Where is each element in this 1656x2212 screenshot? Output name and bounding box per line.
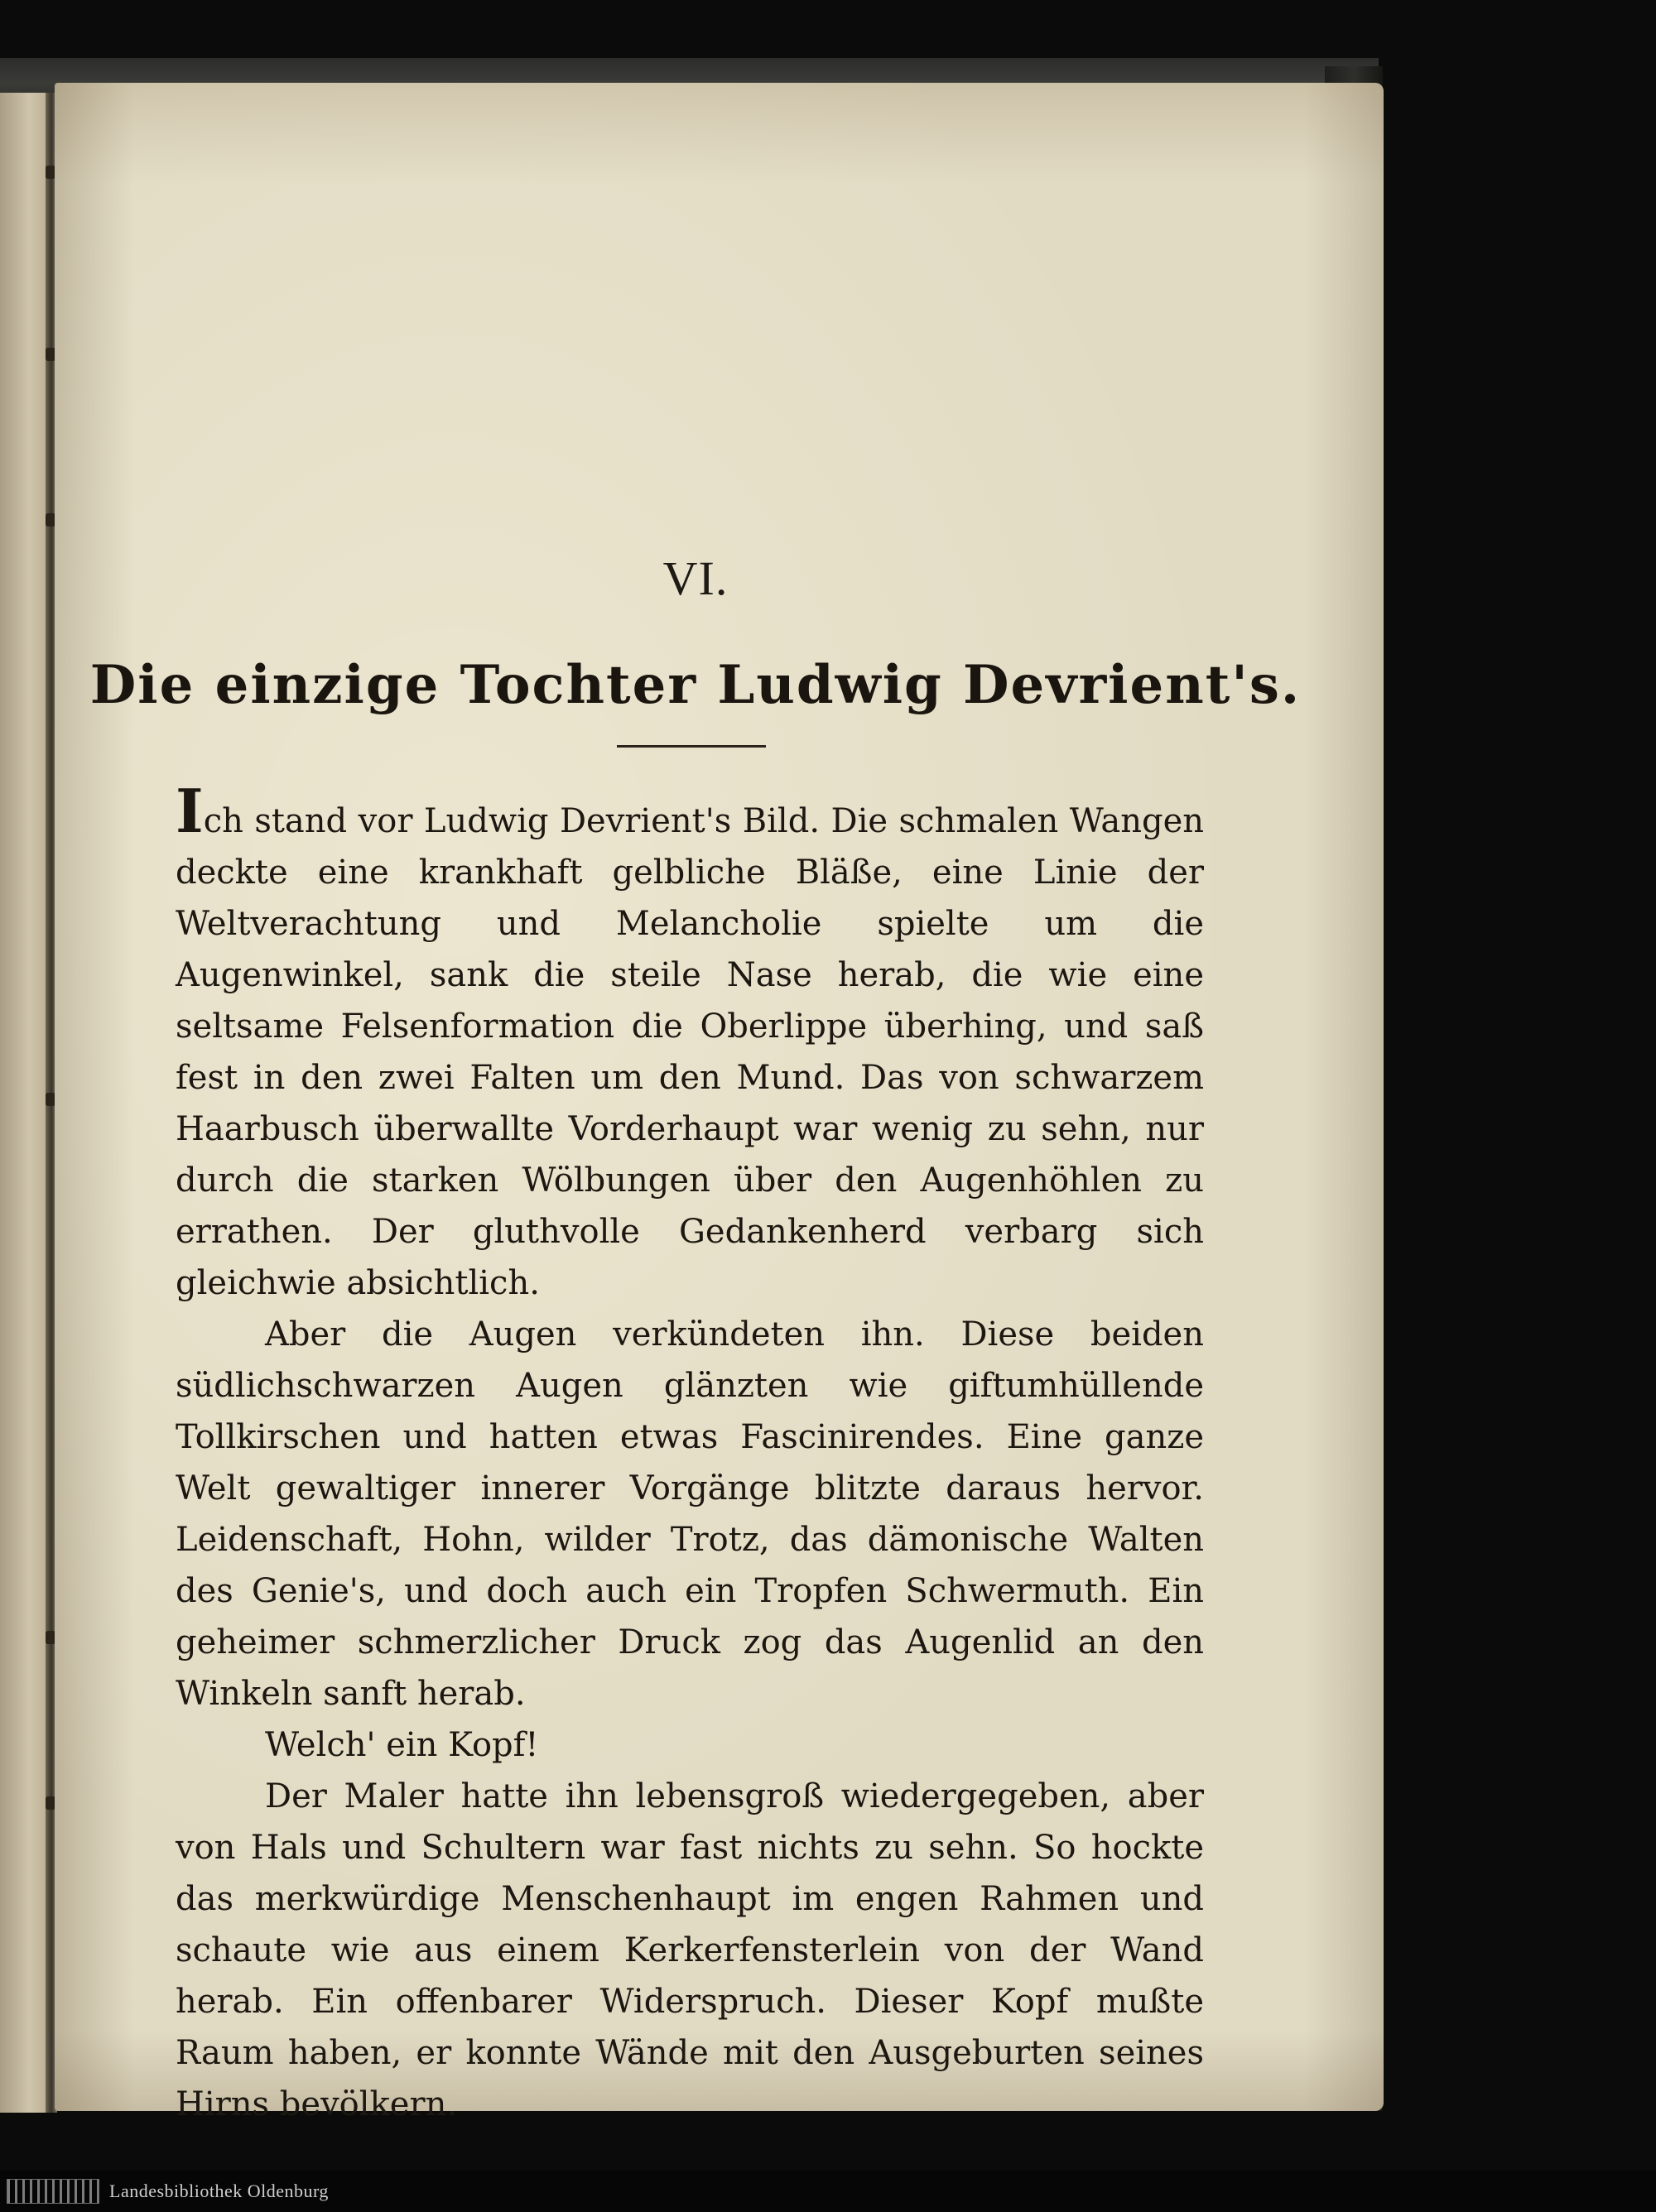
paragraph [176,1719,1204,1771]
paragraph-text: ch stand vor Ludwig Devrient's Bild. Die schmalen Wangen deckte eine krankhaft gelbliche Bläße, eine Linie der Weltverachtung und Melancholie spielte um die Augenwinkel, sank die steile Nase herab, die wie eine seltsame Felsenformation die Oberlippe überhing, und saß fest in den zwei Falten um den Mund. Das von schwarzem Haarbusch überwallte Vorderhaupt war wenig zu sehn, nur durch die starken Wölbungen über den Augenhöhlen zu errathen. Der gluthvolle Gedankenherd verbarg sich gleichwie absichtlich. [176,802,1204,1302]
library-footer-bar [0,2171,1656,2212]
paragraph-text: Welch' ein Kopf! [265,1726,539,1764]
chapter-body [176,776,1204,2130]
paragraph [176,1309,1204,1719]
title-divider [617,745,766,748]
paragraph [176,1771,1204,2130]
paragraph-text: Aber die Augen verkündeten ihn. Diese beiden südlichschwarzen Augen glänzten wie giftumhüllende Tollkirschen und hatten etwas Fascinirendes. Eine ganze Welt gewaltiger innerer Vorgänge blitzte daraus hervor. Leidenschaft, Hohn, wilder Trotz, das dämonische Walten des Genie's, und doch auch ein Tropfen Schwermuth. Ein geheimer schmerzlicher Druck zog das Augenlid an den Winkeln sanft herab. [176,1315,1204,1713]
left-page-edge [0,93,50,2113]
paragraph [176,776,1204,1309]
library-name: Landesbibliothek Oldenburg [109,2181,329,2201]
library-logo-icon [7,2179,99,2204]
chapter-number: VI. [662,551,729,605]
chapter-title: Die einzige Tochter Ludwig Devrient's. [89,654,1302,716]
drop-cap: I [176,776,204,846]
paragraph-text: Der Maler hatte ihn lebensgroß wiedergegeben, aber von Hals und Schultern war fast nichts zu sehn. So hockte das merkwürdige Menschenhaupt im engen Rahmen und schaute wie aus einem Kerkerfensterlein von der Wand herab. Ein offenbarer Widerspruch. Dieser Kopf mußte Raum haben, er konnte Wände mit den Ausgeburten seines Hirns bevölkern. [176,1777,1204,2123]
